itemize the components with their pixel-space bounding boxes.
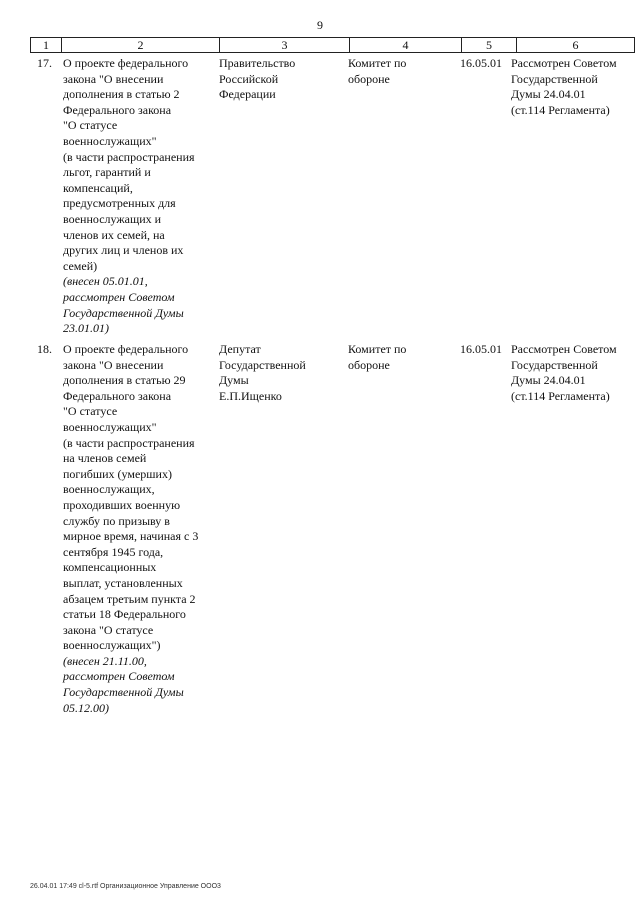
text-line: Е.П.Ищенко [219,388,282,403]
review-date: 16.05.01 [460,56,502,70]
text-line: закона "О внесении [63,357,164,372]
text-line: Рассмотрен Советом [511,56,617,70]
text-line: Комитет по [348,342,407,356]
text-line: дополнения в статью 2 [63,87,180,102]
text-line: Государственной Думы [63,305,184,320]
bill-author [219,56,337,103]
text-line: (внесен 21.11.00, [63,653,147,668]
bill-title-text [63,56,213,274]
text-line: рассмотрен Советом [63,289,175,304]
text-line: военнослужащих и [63,211,162,226]
bill-submission-note [63,654,213,716]
text-line: военнослужащих") [63,638,161,653]
text-line: закона "О внесении [63,71,164,86]
text-line: Государственной [511,357,598,372]
text-line: 23.01.01) [63,321,109,336]
text-line: обороне [348,71,390,86]
text-line: на членов семей [63,451,147,466]
text-line: (ст.114 Регламента) [511,102,610,117]
text-line: Федерального закона [63,102,172,117]
review-result [511,56,635,118]
text-line: Российской [219,71,279,86]
text-line: компенсаций, [63,180,133,195]
text-line: Комитет по [348,56,407,70]
text-line: (в части распространения [63,435,195,450]
text-line: закона "О статусе [63,622,154,637]
bill-submission-note [63,274,213,336]
responsible-committee [348,342,448,373]
text-line: Депутат [219,342,261,356]
text-line: (ст.114 Регламента) [511,388,610,403]
text-line: Федерального закона [63,388,172,403]
text-line: других лиц и членов их [63,243,184,258]
text-line: военнослужащих, [63,482,155,497]
text-line: семей) [63,258,98,273]
header-col-3: 3 [219,38,349,52]
text-line: Государственной Думы [63,685,184,700]
bill-author [219,342,337,404]
text-line: (внесен 05.01.01, [63,274,148,289]
text-line: Думы [219,373,249,388]
text-line: Государственной [511,71,598,86]
text-line: сентября 1945 года, [63,544,164,559]
text-line: военнослужащих" [63,419,157,434]
text-line: "О статусе [63,404,118,419]
bill-title [63,56,213,337]
text-line: рассмотрен Советом [63,669,175,684]
text-line: статьи 18 Федерального [63,607,186,622]
text-line: "О статусе [63,118,118,133]
text-line: военнослужащих" [63,133,157,148]
text-line: О проекте федерального [63,56,189,70]
text-line: службу по призыву в [63,513,170,528]
text-line: Думы 24.04.01 [511,373,586,388]
text-line: мирное время, начиная с 3 [63,529,199,544]
header-col-2: 2 [61,38,219,52]
text-line: О проекте федерального [63,342,189,356]
header-col-4: 4 [349,38,461,52]
text-line: обороне [348,357,390,372]
text-line: дополнения в статью 29 [63,373,186,388]
review-date: 16.05.01 [460,342,502,356]
text-line: Рассмотрен Советом [511,342,617,356]
text-line: 05.12.00) [63,700,109,715]
header-col-5: 5 [461,38,516,52]
text-line: Федерации [219,87,276,102]
text-line: Правительство [219,56,296,70]
text-line: выплат, установленных [63,575,183,590]
header-col-6: 6 [516,38,634,52]
table-header [30,37,635,53]
bill-title-text [63,342,213,654]
text-line: членов их семей, на [63,227,165,242]
page-footer: 26.04.01 17:49 cl-5.rtf Организационное Управление ООО3 [30,883,221,890]
text-line: погибших (умерших) [63,466,172,481]
header-col-1: 1 [43,38,49,52]
text-line: абзацем третьим пункта 2 [63,591,196,606]
text-line: предусмотренных для [63,196,176,211]
text-line: (в части распространения [63,149,195,164]
page-number: 9 [317,18,323,32]
bill-title [63,342,213,716]
text-line: льгот, гарантий и [63,165,151,180]
row-number: 17. [37,56,52,70]
review-result [511,342,635,404]
text-line: компенсационных [63,560,157,575]
text-line: Государственной [219,357,306,372]
text-line: проходивших военную [63,497,181,512]
text-line: Думы 24.04.01 [511,87,586,102]
responsible-committee [348,56,448,87]
row-number: 18. [37,342,52,356]
